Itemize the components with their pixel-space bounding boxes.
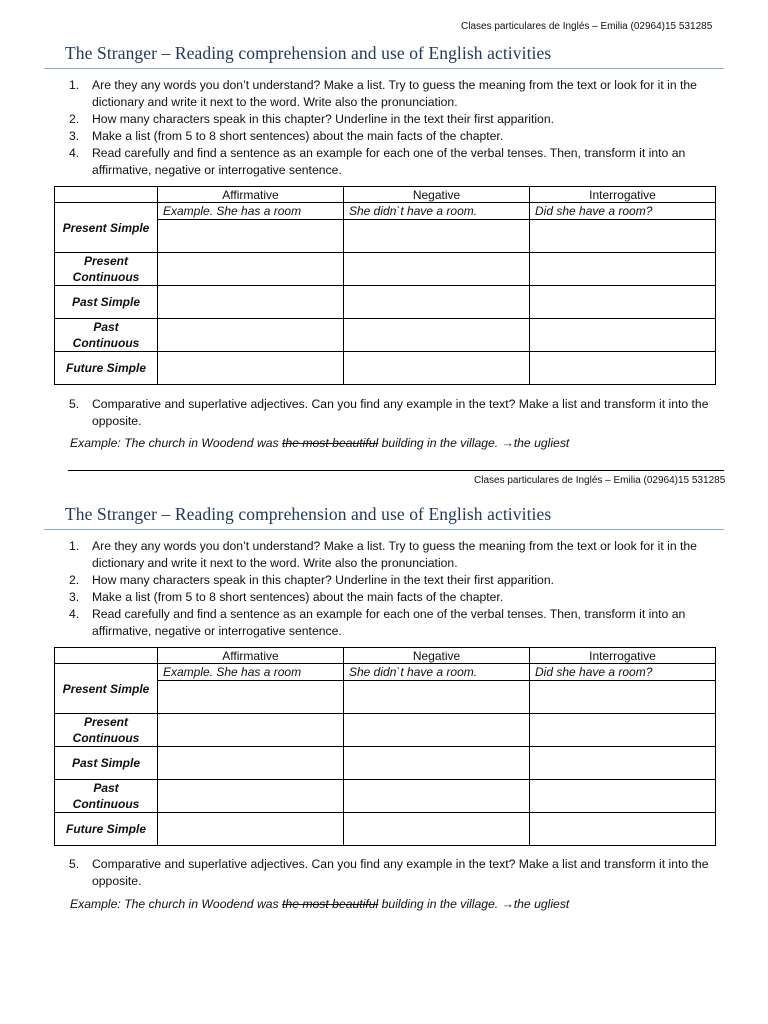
- activity-item: 2. How many characters speak in this chapter? Underline in the text their first apparition.: [69, 112, 554, 126]
- example-cell: Did she have a room?: [530, 664, 716, 681]
- answer-cell[interactable]: [344, 681, 530, 714]
- answer-cell[interactable]: [158, 352, 344, 385]
- answer-cell[interactable]: [344, 220, 530, 253]
- answer-cell[interactable]: [530, 714, 716, 747]
- example-sentence: Example: The church in Woodend was the most beautiful building in the village. →the ugliest: [70, 897, 570, 911]
- answer-cell[interactable]: [530, 220, 716, 253]
- example-cell: She didn`t have a room.: [344, 203, 530, 220]
- table-row: [55, 664, 716, 681]
- column-header: Negative: [344, 187, 530, 203]
- row-header: Present Simple: [55, 664, 158, 714]
- row-header: Past Continuous: [55, 780, 158, 813]
- worksheet-title: The Stranger – Reading comprehension and use of English activities: [65, 504, 552, 524]
- answer-cell[interactable]: [530, 352, 716, 385]
- table-row: [55, 813, 716, 846]
- title-rule: [44, 529, 724, 530]
- table-row: [55, 203, 716, 220]
- tenses-table: [54, 186, 716, 385]
- column-header: Interrogative: [530, 187, 716, 203]
- table-row: [55, 352, 716, 385]
- answer-cell[interactable]: [530, 319, 716, 352]
- answer-cell[interactable]: [344, 253, 530, 286]
- activity-item: 3. Make a list (from 5 to 8 short sentences) about the main facts of the chapter.: [69, 129, 504, 143]
- table-row: [55, 286, 716, 319]
- column-header: Affirmative: [158, 648, 344, 664]
- struck-phrase: the most beautiful: [282, 436, 379, 450]
- example-cell: Did she have a room?: [530, 203, 716, 220]
- row-header: Future Simple: [55, 813, 158, 846]
- column-header: Negative: [344, 648, 530, 664]
- row-header: Present Continuous: [55, 714, 158, 747]
- activity-item: 3. Make a list (from 5 to 8 short sentences) about the main facts of the chapter.: [69, 590, 504, 604]
- activity-item: 1. Are they any words you don’t understand? Make a list. Try to guess the meaning from the text or look for it in the dictionary and write it next to the word. Write also the pronunciation.: [69, 78, 697, 109]
- struck-phrase: the most beautiful: [282, 897, 379, 911]
- activity-item: 1. Are they any words you don’t understand? Make a list. Try to guess the meaning from the text or look for it in the dictionary and write it next to the word. Write also the pronunciation.: [69, 539, 697, 570]
- table-row: [55, 747, 716, 780]
- table-row: [55, 780, 716, 813]
- row-header: Past Continuous: [55, 319, 158, 352]
- tenses-table: [54, 647, 716, 846]
- table-row: [55, 319, 716, 352]
- answer-cell[interactable]: [530, 813, 716, 846]
- answer-cell[interactable]: [530, 747, 716, 780]
- title-rule: [44, 68, 724, 69]
- activity-list: [69, 77, 722, 179]
- answer-cell[interactable]: [344, 319, 530, 352]
- answer-cell[interactable]: [344, 714, 530, 747]
- answer-cell[interactable]: [158, 813, 344, 846]
- table-row: [55, 253, 716, 286]
- answer-cell[interactable]: [158, 220, 344, 253]
- answer-cell[interactable]: [344, 352, 530, 385]
- answer-cell[interactable]: [158, 780, 344, 813]
- table-row: [55, 714, 716, 747]
- answer-cell[interactable]: [158, 681, 344, 714]
- table-header-row: [55, 187, 716, 203]
- corner-cell: [55, 648, 158, 664]
- arrow-icon: →: [501, 897, 514, 911]
- example-cell: Example. She has a room: [158, 664, 344, 681]
- answer-cell[interactable]: [158, 319, 344, 352]
- cut-line: [68, 470, 724, 471]
- row-header: Future Simple: [55, 352, 158, 385]
- answer-cell[interactable]: [530, 286, 716, 319]
- header-contact: Clases particulares de Inglés – Emilia (02964)15 531285: [474, 475, 726, 486]
- answer-cell[interactable]: [530, 253, 716, 286]
- answer-cell[interactable]: [158, 253, 344, 286]
- activity-item-5: 5. Comparative and superlative adjectives. Can you find any example in the text? Make a list and transform it into the opposite.: [69, 857, 709, 888]
- row-header: Past Simple: [55, 286, 158, 319]
- worksheet-title: The Stranger – Reading comprehension and use of English activities: [65, 43, 552, 63]
- activity-item: 4. Read carefully and find a sentence as an example for each one of the verbal tenses. Then, transform it into an affirmative, negative or interrogative sentence.: [69, 146, 686, 177]
- answer-cell[interactable]: [158, 714, 344, 747]
- activity-item: 2. How many characters speak in this chapter? Underline in the text their first apparition.: [69, 573, 554, 587]
- answer-cell[interactable]: [344, 780, 530, 813]
- corner-cell: [55, 187, 158, 203]
- row-header: Present Continuous: [55, 253, 158, 286]
- column-header: Interrogative: [530, 648, 716, 664]
- arrow-icon: →: [501, 436, 514, 450]
- example-sentence: Example: The church in Woodend was the most beautiful building in the village. →the ugliest: [70, 436, 570, 450]
- answer-cell[interactable]: [530, 780, 716, 813]
- activity-list: [69, 538, 722, 640]
- answer-cell[interactable]: [158, 286, 344, 319]
- row-header: Present Simple: [55, 203, 158, 253]
- activity-item: 4. Read carefully and find a sentence as an example for each one of the verbal tenses. Then, transform it into an affirmative, negative or interrogative sentence.: [69, 607, 686, 638]
- answer-cell[interactable]: [344, 286, 530, 319]
- activity-item-5: 5. Comparative and superlative adjectives. Can you find any example in the text? Make a list and transform it into the opposite.: [69, 397, 709, 428]
- example-cell: She didn`t have a room.: [344, 664, 530, 681]
- example-cell: Example. She has a room: [158, 203, 344, 220]
- answer-cell[interactable]: [344, 813, 530, 846]
- answer-cell[interactable]: [158, 747, 344, 780]
- header-contact: Clases particulares de Inglés – Emilia (02964)15 531285: [461, 21, 713, 32]
- column-header: Affirmative: [158, 187, 344, 203]
- answer-cell[interactable]: [344, 747, 530, 780]
- row-header: Past Simple: [55, 747, 158, 780]
- table-header-row: [55, 648, 716, 664]
- answer-cell[interactable]: [530, 681, 716, 714]
